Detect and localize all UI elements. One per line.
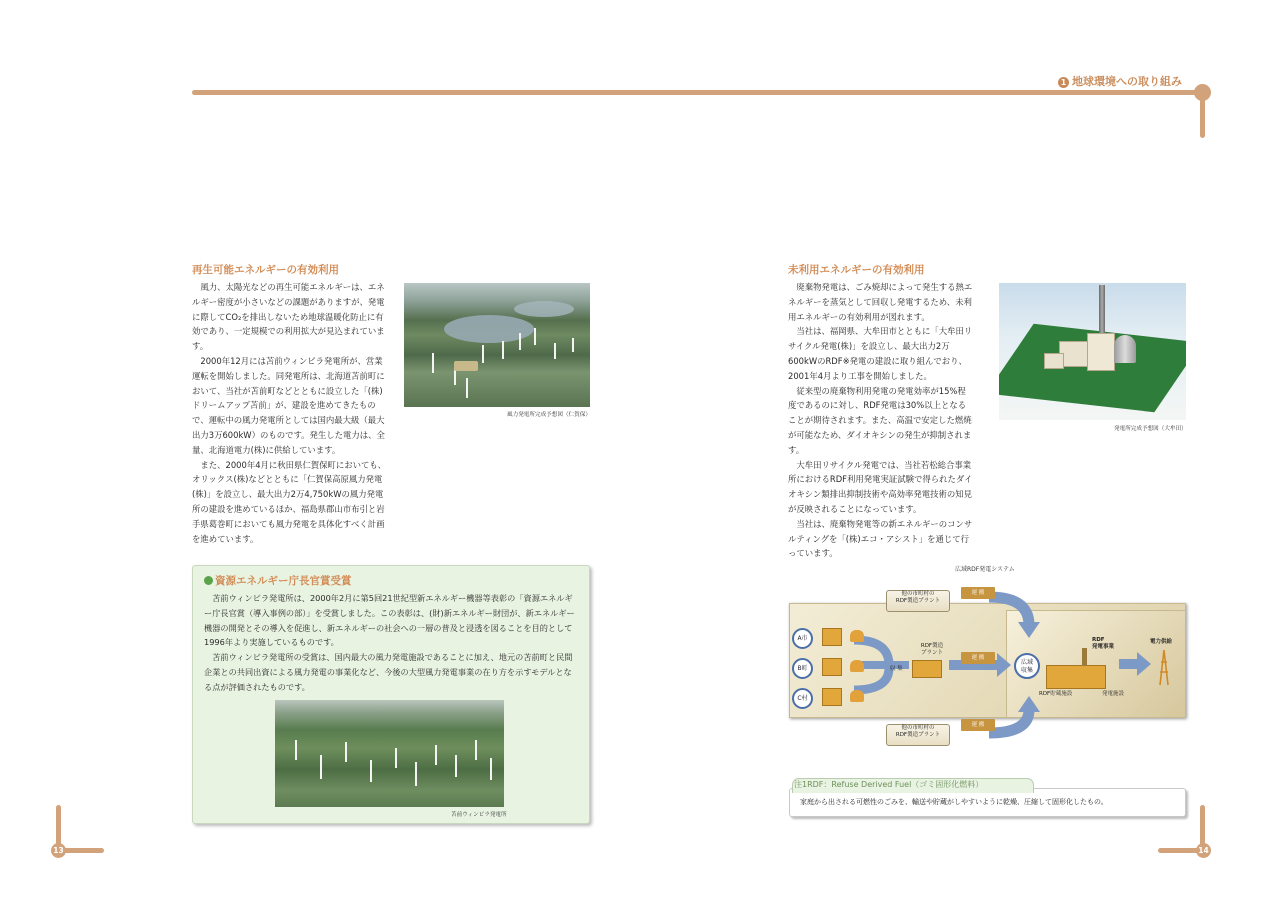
truck-icon xyxy=(961,652,995,664)
wind-farm-photo xyxy=(404,283,590,407)
header-rule-dot xyxy=(1194,84,1211,101)
header-rule xyxy=(192,90,1202,95)
garbage-icon xyxy=(850,630,864,642)
diagram-title: 広域RDF発電システム xyxy=(955,566,1015,573)
transport-label: 運 搬 xyxy=(971,655,985,661)
section-title-unused: 未利用エネルギーの有効利用 xyxy=(788,264,925,276)
storage-label: RDF貯蔵施設 xyxy=(1039,691,1073,697)
header-rule-drop xyxy=(1200,100,1205,138)
plant-label: 他の市町村の RDF製造プラント xyxy=(895,725,941,738)
paragraph: 苫前ウィンビラ発電所は、2000年2月に第5回21世紀型新エネルギー機器等表彰の「資源エネルギー庁長官賞（導入事例の部）」を受賞しました。この表彰は、(財)新エネルギー財団が、新エネルギー機器の開発とその導入を促進し、新エネルギーの社会への一層の普及と浸透を図ることを目的として1996年より実施しているものです。 xyxy=(204,593,575,648)
truck-icon xyxy=(961,719,995,731)
paragraph: 風力、太陽光などの再生可能エネルギーは、エネルギー密度が小さいなどの課題がありますが、発電に際してCO₂を排出しないため地球温暖化防止に有効であり、一定規模での利用拡大が見込まれています。 xyxy=(192,282,385,352)
page-number: 13 xyxy=(51,843,66,858)
hub-circle: 広域 収集 xyxy=(1014,653,1040,679)
town-a: A市 xyxy=(792,628,813,649)
garbage-icon xyxy=(850,690,864,702)
award-title xyxy=(204,573,352,588)
transport-label: 運 搬 xyxy=(971,722,985,728)
photo-caption: 苫前ウィンビラ発電所 xyxy=(451,812,507,818)
other-rdf-plant-top xyxy=(886,590,950,612)
unused-body xyxy=(788,280,973,561)
town-b: B町 xyxy=(792,658,813,679)
page-number: 14 xyxy=(1196,843,1211,858)
transport-label: 運 搬 xyxy=(971,590,985,596)
photo-caption: 風力発電所完成予想図（仁賀保） xyxy=(507,412,591,418)
building-icon xyxy=(822,628,842,646)
chimney-icon xyxy=(1082,648,1087,666)
building-icon xyxy=(822,658,842,676)
collect-label: 収 集 xyxy=(890,666,903,672)
award-body xyxy=(204,591,576,695)
paragraph: 当社は、福岡県、大牟田市とともに「大牟田リサイクル発電(株)」を設立し、最大出力2万600kWのRDF※発電の建設に取り組んでおり、2001年4月より工事を開始しました。 xyxy=(788,326,973,381)
chapter-title-text: 地球環境への取り組み xyxy=(1072,75,1182,88)
supply-label: 電力供給 xyxy=(1150,639,1173,645)
power-plant-rendering xyxy=(999,283,1186,420)
facility-label: 発電施設 xyxy=(1102,691,1125,697)
chapter-title xyxy=(1058,73,1182,89)
rdf-plant-label: RDF製造 プラント xyxy=(920,643,944,656)
tomamae-windfarm-photo xyxy=(275,700,504,807)
paragraph: 廃棄物発電は、ごみ焼却によって発生する熱エネルギーを蒸気として回収し発電するため、未利用エネルギーの有効利用が図れます。 xyxy=(788,282,973,322)
paragraph: また、2000年4月に秋田県仁賀保町においても、オリックス(株)などとともに「仁賀保高原風力発電(株)」を設立し、最大出力2万4,750kWの風力発電所の建設を進めているほか、福島県郡山市布引と岩手県葛巻町においても風力発電を具体化すべく計画を進めています。 xyxy=(192,459,387,544)
building-icon xyxy=(822,688,842,706)
other-rdf-plant-bottom xyxy=(886,724,950,746)
note-title: 注1RDF：Refuse Derived Fuel（ゴミ固形化燃料） xyxy=(794,780,984,789)
garbage-icon xyxy=(850,660,864,672)
paragraph: 苫前ウィンビラ発電所の受賞は、国内最大の風力発電施設であることに加え、地元の苫前町と民間企業との共同出資による風力発電の事業化など、今後の大型風力発電事業の在り方を示すモデルとなる点が評価されたものです。 xyxy=(204,652,573,692)
award-title-text: 資源エネルギー庁長官賞受賞 xyxy=(215,575,352,587)
section-title-renewable: 再生可能エネルギーの有効利用 xyxy=(192,264,339,276)
rdf-power-label: RDF 発電事業 xyxy=(1092,637,1115,650)
power-plant-icon xyxy=(1046,665,1106,689)
town-c: C村 xyxy=(792,688,813,709)
paragraph: 当社は、廃棄物発電等の新エネルギーのコンサルティングを「(株)エコ・アシスト」を通じて行っています。 xyxy=(788,518,973,559)
bullet-icon xyxy=(204,576,213,585)
renewable-body xyxy=(192,280,390,546)
rdf-plant-icon xyxy=(912,660,942,678)
paragraph: 従来型の廃棄物利用発電の発電効率が15%程度であるのに対し、RDF発電は30%以上となることが期待されます。また、高温で安定した燃焼が可能なため、ダイオキシンの発生が抑制されます。 xyxy=(788,385,972,455)
paragraph: 大牟田リサイクル発電では、当社若松総合事業所におけるRDF利用発電実証試験で得られたダイオキシン類排出抑制技術や高効率発電技術の知見が反映されることになっています。 xyxy=(788,459,973,514)
photo-caption: 発電所完成予想図（大牟田） xyxy=(1114,426,1187,432)
truck-icon xyxy=(961,587,995,599)
chapter-number: 1 xyxy=(1058,77,1069,88)
paragraph: 2000年12月には苫前ウィンビラ発電所が、営業運転を開始しました。同発電所は、北海道苫前町において、当社が苫前町などとともに設立した「(株)ドリームアップ苫前」が、建設を進めてきたもので、運転中の風力発電所としては国内最大級（最大出力3万600kW）のものです。発生した電力は、全量、北海道電力(株)に供給しています。 xyxy=(192,355,385,455)
plant-label: 他の市町村の RDF製造プラント xyxy=(895,591,941,604)
note-text: 家庭から出される可燃性のごみを、輸送や貯蔵がしやすいように乾燥、圧縮して固形化したもの。 xyxy=(800,798,1108,806)
